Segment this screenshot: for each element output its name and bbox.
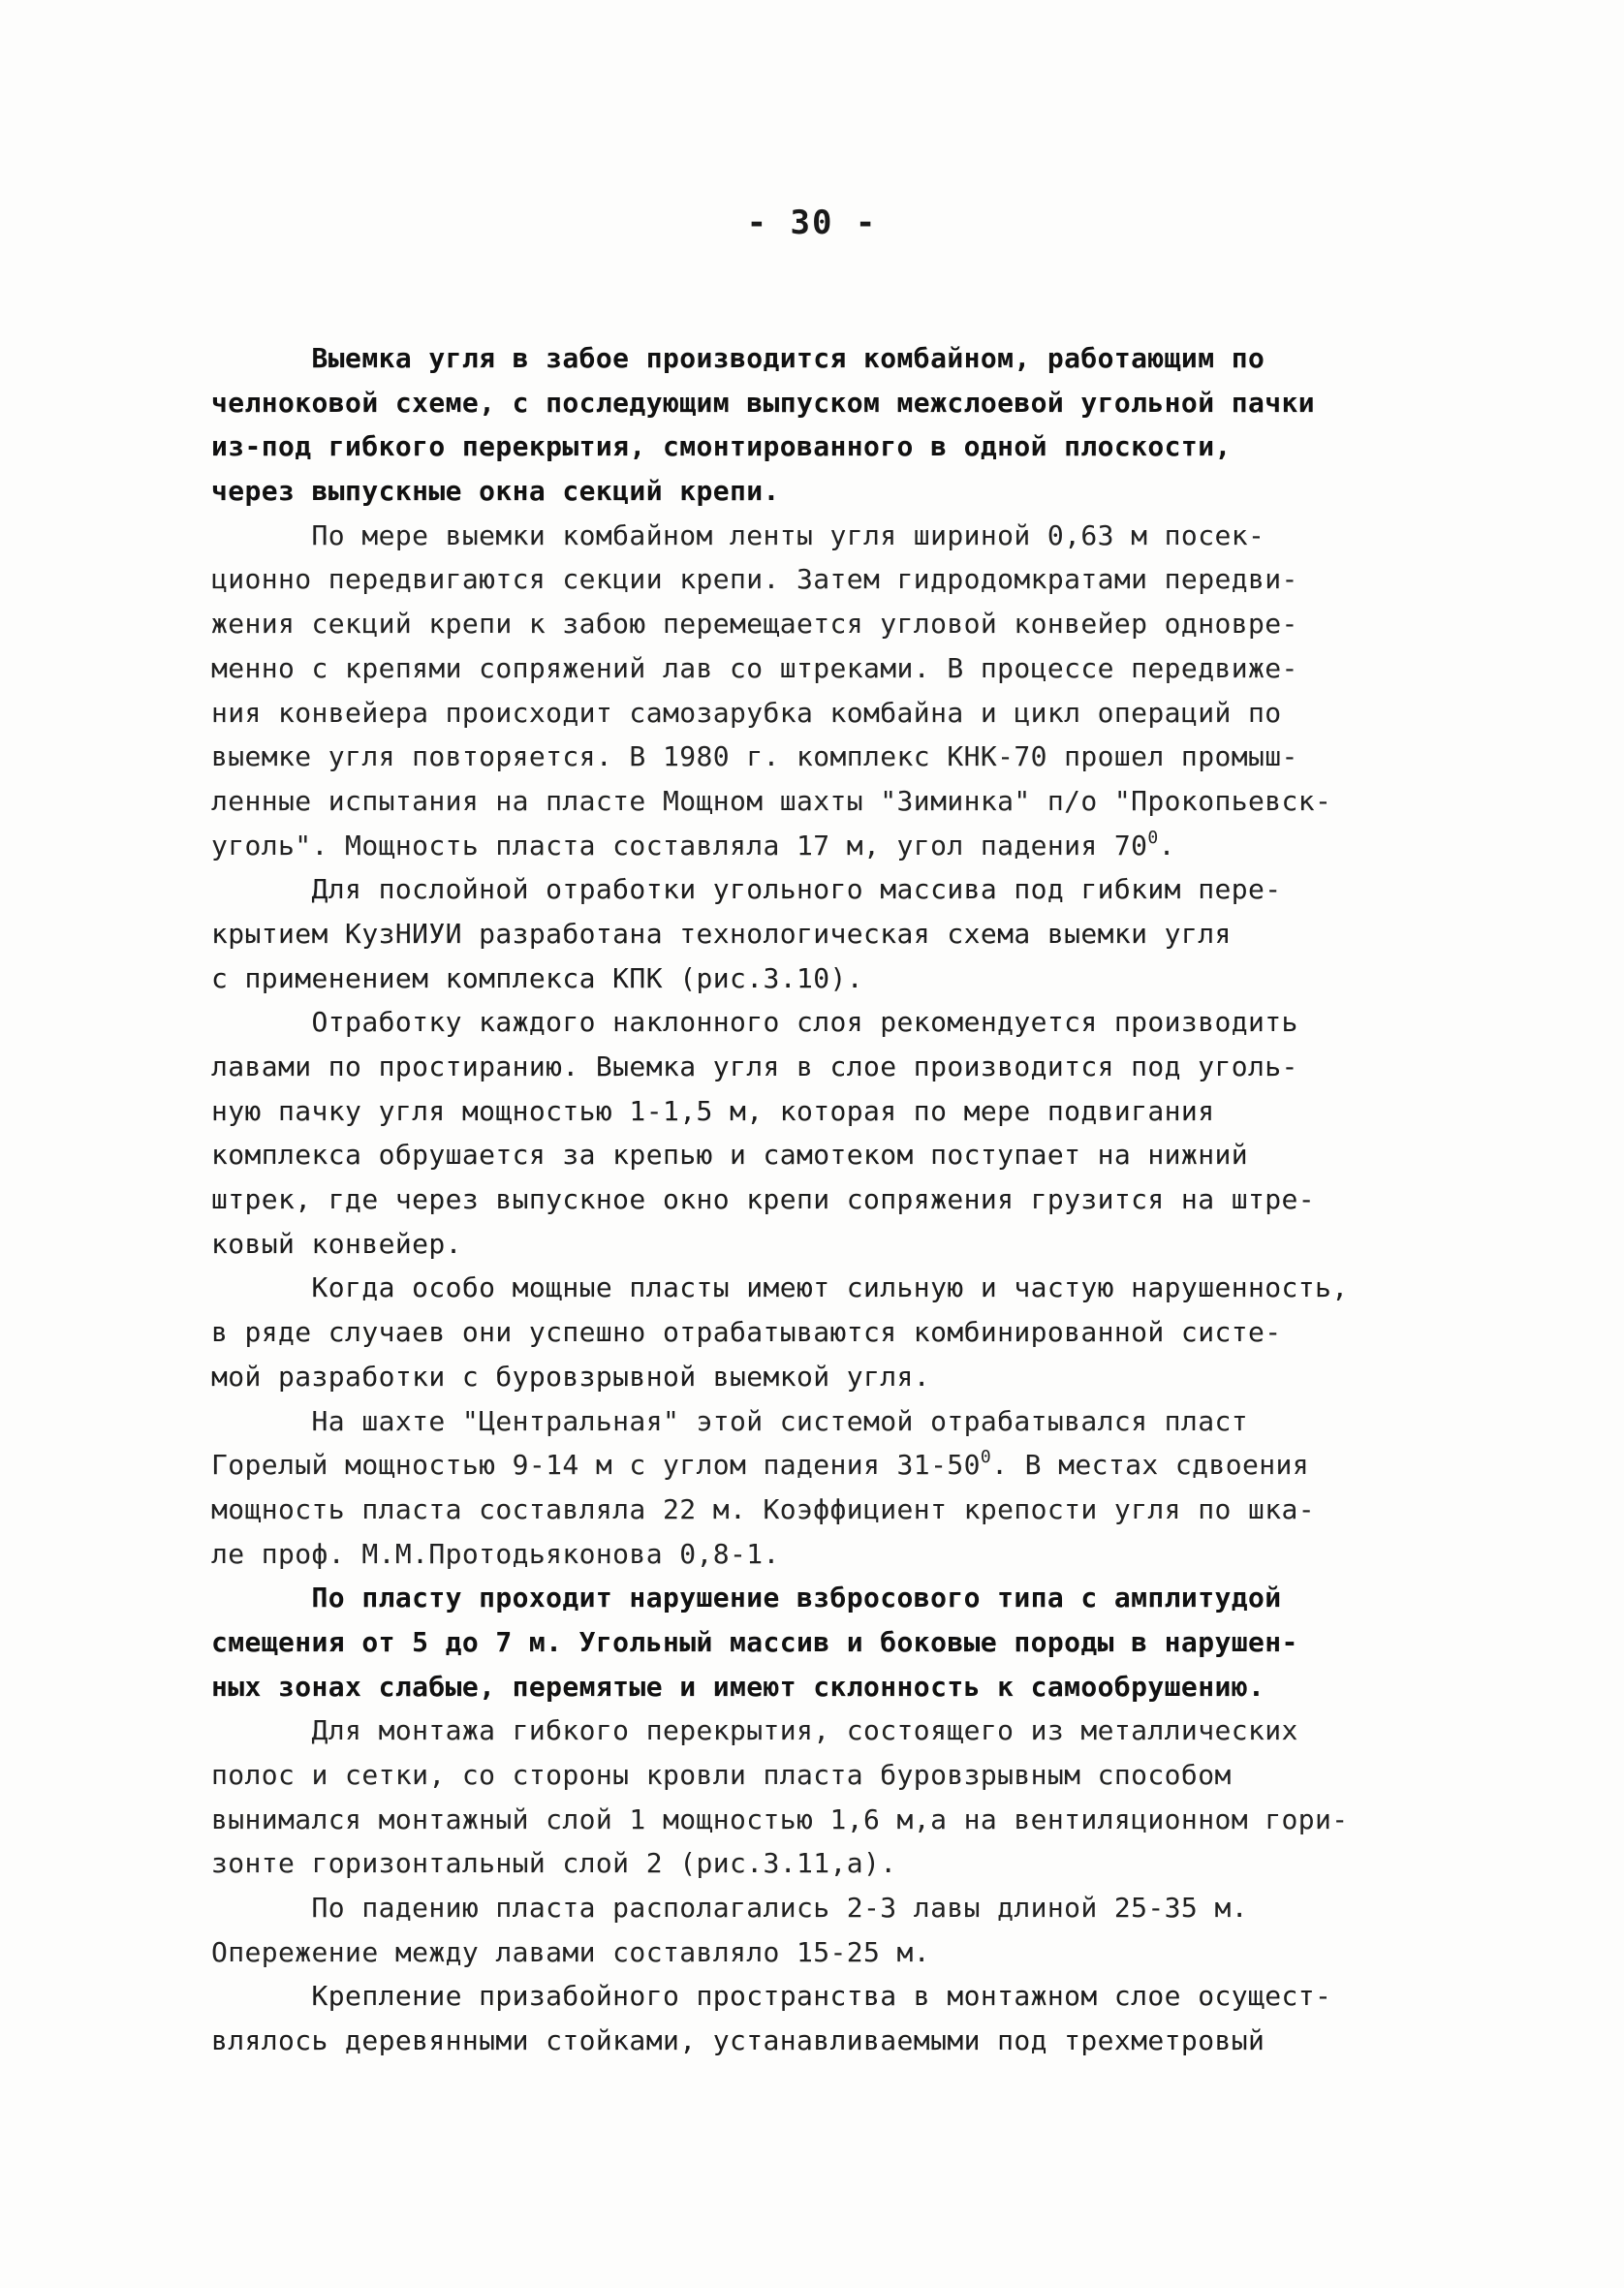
text-line — [211, 1798, 1432, 1842]
text-line — [211, 1532, 1432, 1577]
line-text: из-под гибкого перекрытия, смонтированного в одной плоскости, — [211, 430, 1232, 463]
line-text: вынимался монтажный слой 1 мощностью 1,6 м,а на вентиляционном гори- — [211, 1802, 1349, 1835]
text-line — [211, 1310, 1432, 1355]
line-text-continued: . В местах сдвоения — [991, 1449, 1309, 1482]
line-text: зонте горизонтальный слой 2 (рис.3.11,а). — [211, 1847, 897, 1880]
text-line — [211, 691, 1432, 736]
text-line — [211, 1576, 1432, 1620]
text-line — [211, 1266, 1432, 1310]
text-line — [211, 469, 1432, 514]
line-text: лавами по простиранию. Выемка угля в слое производится под уголь- — [211, 1050, 1298, 1082]
text-line — [211, 1886, 1432, 1930]
degree-superscript: 0 — [980, 1447, 992, 1468]
line-text: выемке угля повторяется. В 1980 г. комплекс КНК-70 прошел промыш- — [211, 740, 1298, 773]
text-line — [211, 1665, 1432, 1709]
text-line — [211, 1222, 1432, 1267]
line-text: влялось деревянными стойками, устанавливаемыми под трехметровый — [211, 2024, 1265, 2057]
line-text: Крепление призабойного пространства в монтажном слое осущест- — [211, 1980, 1332, 2013]
line-text: По падению пласта располагались 2-3 лавы длиной 25-35 м. — [211, 1892, 1248, 1925]
line-text: жения секций крепи к забою перемещается угловой конвейер одновре- — [211, 608, 1298, 641]
text-line — [211, 1620, 1432, 1665]
line-text: штрек, где через выпускное окно крепи сопряжения грузится на штре- — [211, 1183, 1315, 1216]
line-text: Когда особо мощные пласты имеют сильную и частую нарушенность, — [211, 1271, 1349, 1304]
line-text: Для монтажа гибкого перекрытия, состоящего из металлических — [211, 1714, 1298, 1747]
line-text: Отработку каждого наклонного слоя рекомендуется производить — [211, 1006, 1298, 1039]
text-line — [211, 1708, 1432, 1753]
line-text: комплекса обрушается за крепью и самотеком поступает на нижний — [211, 1139, 1248, 1172]
text-line — [211, 381, 1432, 425]
text-line — [211, 1355, 1432, 1399]
text-line — [211, 1000, 1432, 1045]
line-text: смещения от 5 до 7 м. Угольный массив и боковые породы в нарушен- — [211, 1625, 1298, 1658]
text-line — [211, 424, 1432, 469]
text-line — [211, 1974, 1432, 2019]
text-line — [211, 557, 1432, 602]
line-text: ленные испытания на пласте Мощном шахты "Зиминка" п/о "Прокопьевск- — [211, 784, 1332, 817]
line-text: уголь". Мощность пласта составляла 17 м, угол падения 70 — [211, 829, 1148, 862]
line-text: через выпускные окна секций крепи. — [211, 475, 780, 508]
line-text-continued: . — [1158, 829, 1175, 862]
text-line — [211, 779, 1432, 824]
text-line — [211, 1045, 1432, 1089]
text-line — [211, 1089, 1432, 1134]
line-text: ную пачку угля мощностью 1-1,5 м, которая по мере подвигания — [211, 1094, 1215, 1127]
line-text: По пласту проходит нарушение взбросового типа с амплитудой — [211, 1582, 1282, 1614]
text-line — [211, 1443, 1432, 1488]
text-line — [211, 646, 1432, 691]
line-text: ционно передвигаются секции крепи. Затем гидродомкратами передви- — [211, 563, 1298, 596]
line-text: На шахте "Центральная" этой системой отрабатывался пласт — [211, 1404, 1248, 1437]
text-line — [211, 912, 1432, 956]
line-text: челноковой схеме, с последующим выпуском межслоевой угольной пачки — [211, 386, 1315, 419]
text-line — [211, 2019, 1432, 2063]
body-text — [211, 336, 1432, 2063]
line-text: ния конвейера происходит самозарубка комбайна и цикл операций по — [211, 696, 1282, 729]
text-line — [211, 1399, 1432, 1444]
text-line — [211, 1841, 1432, 1886]
line-text: ных зонах слабые, перемятые и имеют склонность к самообрушению. — [211, 1670, 1265, 1703]
line-text: мой разработки с буровзрывной выемкой угля. — [211, 1360, 931, 1393]
line-text: Выемка угля в забое производится комбайном, работающим по — [211, 342, 1265, 374]
text-line — [211, 1488, 1432, 1532]
line-text: мощность пласта составляла 22 м. Коэффициент крепости угля по шка- — [211, 1492, 1315, 1525]
line-text: ковый конвейер. — [211, 1227, 462, 1260]
line-text: менно с крепями сопряжений лав со штреками. В процессе передвиже- — [211, 651, 1298, 684]
line-text: ле проф. М.М.Протодьяконова 0,8-1. — [211, 1537, 780, 1570]
text-line — [211, 956, 1432, 1001]
text-line — [211, 867, 1432, 912]
text-line — [211, 1177, 1432, 1222]
text-line — [211, 514, 1432, 558]
line-text: Горелый мощностью 9-14 м с углом падения 31-50 — [211, 1449, 981, 1482]
line-text: Для послойной отработки угольного массива под гибким пере- — [211, 873, 1282, 906]
line-text: По мере выемки комбайном ленты угля шириной 0,63 м посек- — [211, 518, 1265, 551]
line-text: Опережение между лавами составляло 15-25 м. — [211, 1935, 931, 1968]
degree-superscript: 0 — [1147, 827, 1159, 848]
text-line — [211, 735, 1432, 779]
text-line — [211, 824, 1432, 868]
text-line — [211, 1753, 1432, 1798]
page-number: - 30 - — [746, 204, 878, 242]
text-line — [211, 1133, 1432, 1177]
line-text: полос и сетки, со стороны кровли пласта буровзрывным способом — [211, 1759, 1232, 1791]
text-line — [211, 1930, 1432, 1975]
text-line — [211, 336, 1432, 381]
line-text: с применением комплекса КПК (рис.3.10). — [211, 961, 864, 994]
line-text: крытием КузНИУИ разработана технологическая схема выемки угля — [211, 917, 1232, 950]
line-text: в ряде случаев они успешно отрабатываются комбинированной систе- — [211, 1316, 1282, 1349]
text-line — [211, 602, 1432, 646]
